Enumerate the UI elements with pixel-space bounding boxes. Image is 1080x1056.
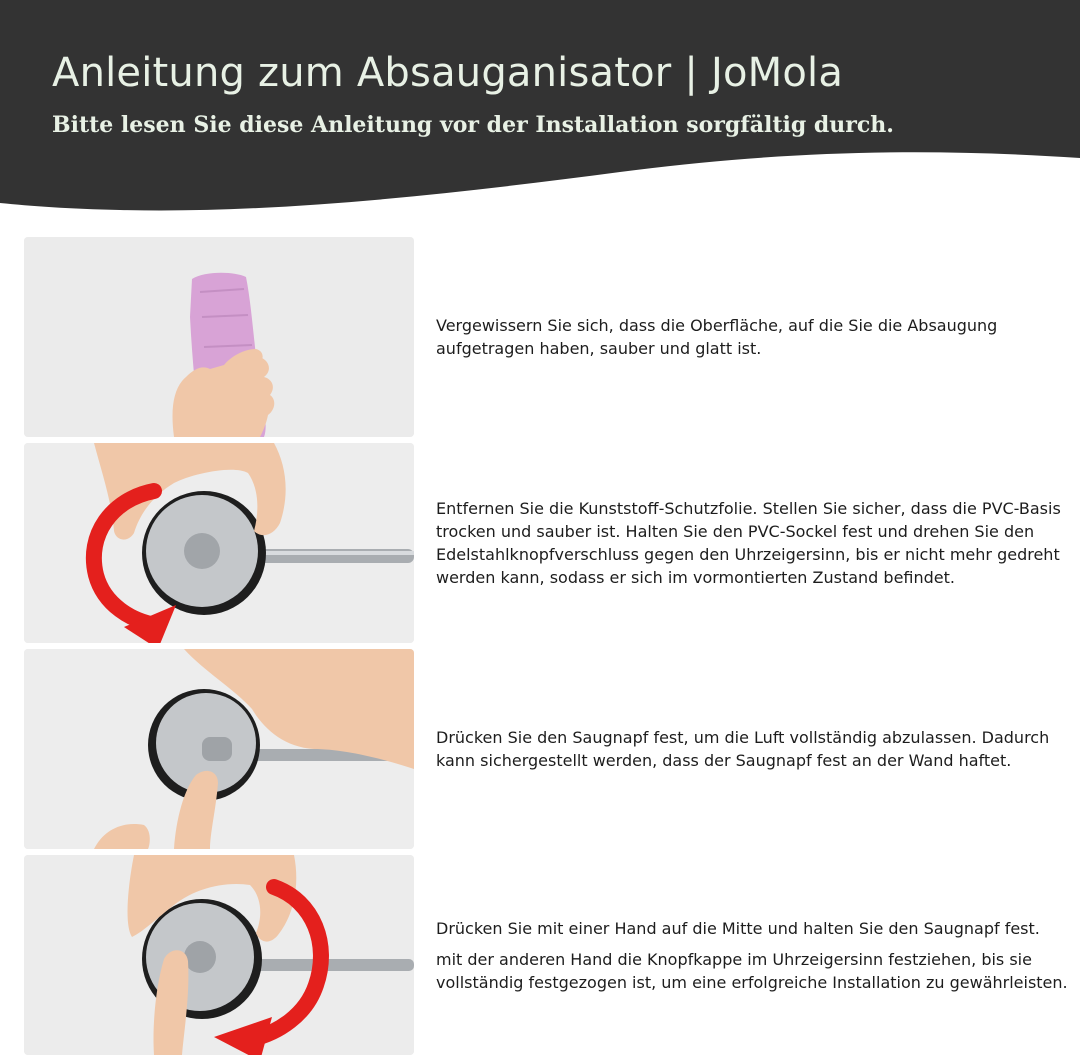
tighten-knob-clockwise-photo [24,855,414,1055]
page-title: Anleitung zum Absauganisator | JoMola [52,50,844,96]
page-subtitle: Bitte lesen Sie diese Anleitung vor der Installation sorgfältig durch. [52,112,894,138]
step-4 [24,855,1068,1055]
step-1 [24,237,1064,437]
step-4-text [436,855,1076,1055]
step-3 [24,649,1064,849]
header-banner [0,0,1080,215]
step-2-paragraph-1: Entfernen Sie die Kunststoff-Schutzfolie. Stellen Sie sicher, dass die PVC-Basis trocken und sauber ist. Halten Sie den PVC-Sockel fest und drehen Sie den Edelstahlknopfverschluss gegen den Uhrzeigersinn, bis er nicht mehr gedreht werden kann, sodass er sich im vormontierten Zustand befindet. [436,499,1061,587]
press-suction-cup-photo [24,649,414,849]
turn-knob-counterclockwise-photo [24,443,414,643]
step-2 [24,443,1064,643]
step-4-paragraph-2: mit der anderen Hand die Knopfkappe im Uhrzeigersinn festziehen, bis sie vollständig festgezogen ist, um eine erfolgreiche Installation zu gewährleisten. [436,949,1068,992]
step-1-text [436,237,1076,437]
header-wave-shape [0,0,1080,215]
step-3-paragraph-1: Drücken Sie den Saugnapf fest, um die Luft vollständig abzulassen. Dadurch kann sichergestellt werden, dass der Saugnapf fest an der Wand haftet. [436,728,1050,770]
step-3-text [436,649,1076,849]
step-2-text [436,443,1076,643]
step-4-paragraph-1: Drücken Sie mit einer Hand auf die Mitte und halten Sie den Saugnapf fest. [436,918,1040,938]
step-1-paragraph-1: Vergewissern Sie sich, dass die Oberfläche, auf die Sie die Absaugung aufgetragen haben, sauber und glatt ist. [436,316,998,358]
cleaning-surface-photo [24,237,414,437]
